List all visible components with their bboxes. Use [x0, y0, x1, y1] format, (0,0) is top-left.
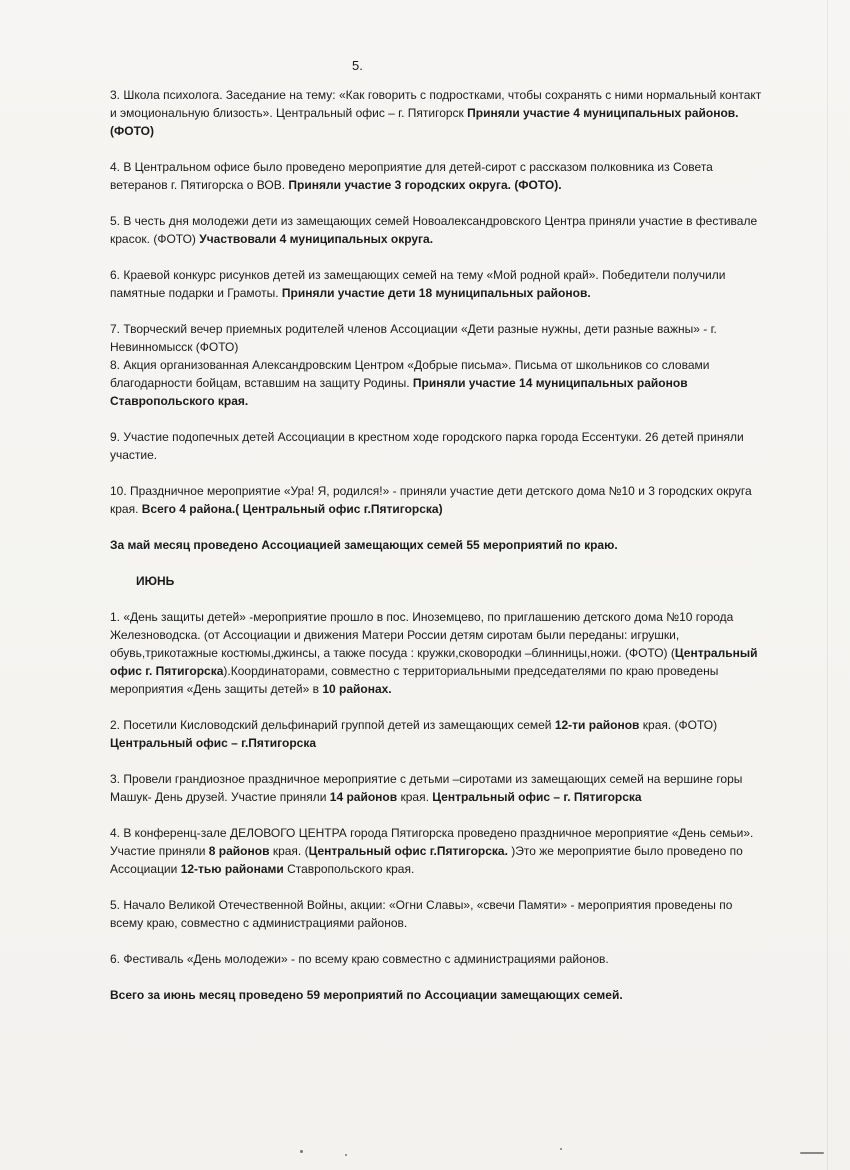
item-10: 10. Праздничное мероприятие «Ура! Я, родился!» - приняли участие дети детского дома №10 и 3 городских округа края. Всего 4 района.( Центральный офис г.Пятигорска): [110, 484, 752, 516]
june-heading: ИЮНЬ: [136, 574, 175, 588]
scan-speck: [300, 1150, 303, 1153]
item-9: 9. Участие подопечных детей Ассоциации в крестном ходе городского парка города Ессентуки. 26 детей приняли участие.: [110, 430, 744, 462]
june-summary: Всего за июнь месяц проведено 59 мероприятий по Ассоциации замещающих семей.: [110, 988, 623, 1002]
scan-speck: [345, 1154, 347, 1156]
item-7: 7. Творческий вечер приемных родителей членов Ассоциации «Дети разные нужны, дети разные важны» - г. Невинномысск (ФОТО): [110, 322, 717, 354]
may-summary: За май месяц проведено Ассоциацией замещающих семей 55 мероприятий по краю.: [110, 538, 618, 552]
june-item-2: 2. Посетили Кисловодский дельфинарий группой детей из замещающих семей 12-ти районов края. (ФОТО) Центральный офис – г.Пятигорска: [110, 718, 718, 750]
june-item-1: 1. «День защиты детей» -мероприятие прошло в пос. Иноземцево, по приглашению детского дома №10 города Железноводска. (от Ассоциации и движения Матери России детям сиротам были переданы: игрушки, обувь,трикотажные костюмы,джинсы, а также посуда : кружки,сковородки –блинницы,ножи. (ФОТО) (Центральный офис г. Пятигорска).Координаторами, совместно с территориальными председателями по краю проведены мероприятия «День защиты детей» в 10 районах.: [110, 610, 758, 696]
item-4: 4. В Центральном офисе было проведено мероприятие для детей-сирот с рассказом полковника из Совета ветеранов г. Пятигорска о ВОВ. Приняли участие 3 городских округа. (ФОТО).: [110, 160, 713, 192]
june-item-5: 5. Начало Великой Отечественной Войны, акции: «Огни Славы», «свечи Памяти» - мероприятия проведены по всему краю, совместно с администрациями районов.: [110, 898, 733, 930]
item-5: 5. В честь дня молодежи дети из замещающих семей Новоалександровского Центра приняли участие в фестивале красок. (ФОТО) Участвовали 4 муниципальных округа.: [110, 214, 758, 246]
june-item-4: 4. В конференц-зале ДЕЛОВОГО ЦЕНТРА города Пятигорска проведено праздничное мероприятие «День семьи». Участие приняли 8 районов края. (Центральный офис г.Пятигорска. )Это же мероприятие было проведено по Ассоциации 12-тью районами Ставропольского края.: [110, 826, 754, 876]
june-item-3: 3. Провели грандиозное праздничное мероприятие с детьми –сиротами из замещающих семей на вершине горы Машук- День друзей. Участие приняли 14 районов края. Центральный офис – г. Пятигорска: [110, 772, 743, 804]
item-6: 6. Краевой конкурс рисунков детей из замещающих семей на тему «Мой родной край». Победители получили памятные подарки и Грамоты. Приняли участие дети 18 муниципальных районов.: [110, 268, 726, 300]
scan-mark: [800, 1152, 824, 1154]
scan-speck: [560, 1148, 562, 1150]
item-3: 3. Школа психолога. Заседание на тему: «Как говорить с подростками, чтобы сохранять с ними нормальный контакт и эмоциональную близость». Центральный офис – г. Пятигорск Приняли участие 4 муниципальных районов. (ФОТО): [110, 88, 762, 138]
document-body: [110, 86, 762, 1022]
page-edge: [827, 0, 828, 1170]
item-8: 8. Акция организованная Александровским Центром «Добрые письма». Письма от школьников со словами благодарности бойцам, вставшим на защиту Родины. Приняли участие 14 муниципальных районов Ставропольского края.: [110, 358, 710, 408]
scan-specks: [0, 1144, 850, 1164]
june-item-6: 6. Фестиваль «День молодежи» - по всему краю совместно с администрациями районов.: [110, 952, 609, 966]
page-number: 5.: [352, 58, 363, 73]
